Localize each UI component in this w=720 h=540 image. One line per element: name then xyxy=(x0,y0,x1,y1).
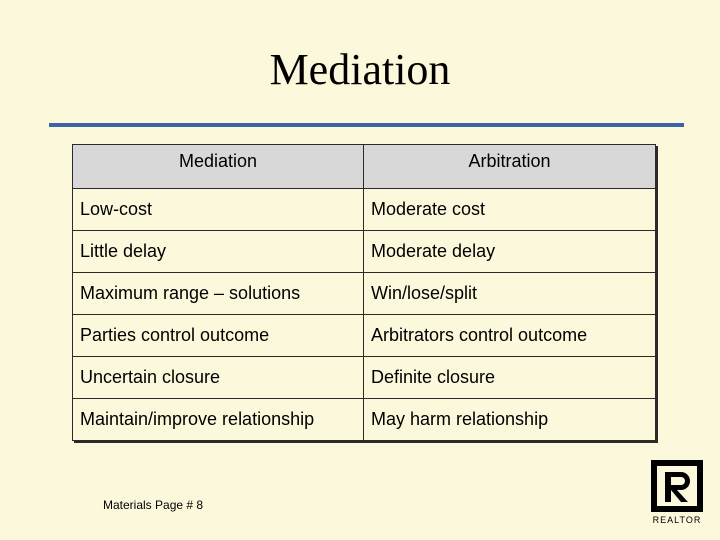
table-header-row xyxy=(73,145,656,189)
realtor-logo xyxy=(649,460,705,528)
table-cell: Moderate delay xyxy=(364,231,656,273)
slide-title: Mediation xyxy=(269,45,451,94)
table-row xyxy=(73,231,656,273)
table-cell: Moderate cost xyxy=(364,189,656,231)
column-header-mediation: Mediation xyxy=(73,145,364,189)
table-row xyxy=(73,399,656,441)
table-cell: Little delay xyxy=(73,231,364,273)
table-cell: Low-cost xyxy=(73,189,364,231)
table-row xyxy=(73,273,656,315)
table-cell: Maintain/improve relationship xyxy=(73,399,364,441)
table-cell: Maximum range – solutions xyxy=(73,273,364,315)
realtor-r-icon xyxy=(651,460,703,512)
table-row xyxy=(73,357,656,399)
table-cell: Arbitrators control outcome xyxy=(364,315,656,357)
table-cell: Definite closure xyxy=(364,357,656,399)
table-row xyxy=(73,315,656,357)
column-header-arbitration: Arbitration xyxy=(364,145,656,189)
table-row xyxy=(73,189,656,231)
realtor-wordmark: REALTOR xyxy=(652,515,702,525)
table-cell: May harm relationship xyxy=(364,399,656,441)
comparison-table xyxy=(72,144,656,441)
materials-page-note: Materials Page # 8 xyxy=(103,498,204,512)
title-divider xyxy=(49,123,684,127)
table-cell: Uncertain closure xyxy=(73,357,364,399)
table-cell: Parties control outcome xyxy=(73,315,364,357)
table-cell: Win/lose/split xyxy=(364,273,656,315)
